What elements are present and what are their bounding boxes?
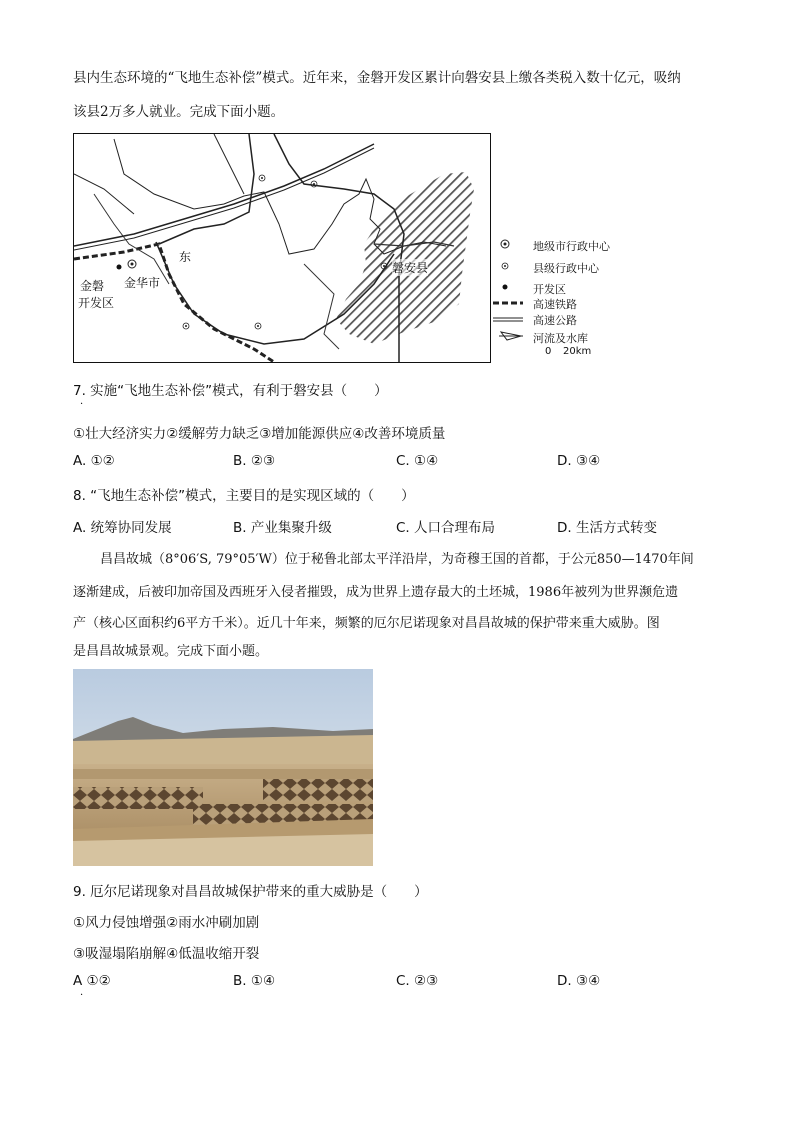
q7-option-d[interactable]: D. ③④	[557, 453, 601, 469]
chanchan-photo	[73, 669, 373, 866]
q9-option-b[interactable]: B. ①④	[233, 973, 276, 989]
passage2-line-2: 逐渐建成，后被印加帝国及西班牙入侵者摧毁，成为世界上遗存最大的土坯城，1986年被列为世界濒危遗	[73, 585, 679, 600]
q8-stem: 8. “飞地生态补偿”模式，主要目的是实现区域的（ ）	[73, 488, 415, 504]
legend-river: 河流及水库	[533, 332, 588, 345]
map-figure	[73, 133, 491, 363]
label-jinpan-1: 金磐	[80, 279, 105, 293]
q8-option-a[interactable]: A. 统筹协同发展	[73, 520, 172, 536]
passage2-line-3: 产（核心区面积约6平方千米）。近几十年来，频繁的厄尔尼诺现象对昌昌故城的保护带来重大威胁。图	[73, 616, 660, 631]
q8-option-d[interactable]: D. 生活方式转变	[557, 520, 657, 536]
panan-hatched-area	[336, 172, 474, 344]
map-svg	[74, 134, 490, 362]
legend-symbols	[493, 236, 533, 366]
q9-option-c[interactable]: C. ②③	[396, 973, 439, 989]
legend-highway: 高速公路	[533, 314, 577, 327]
q9-option-d[interactable]: D. ③④	[557, 973, 601, 989]
q9-items-1: ①风力侵蚀增强②雨水冲刷加剧	[73, 915, 260, 931]
devzone-marker	[117, 265, 122, 270]
railway-2	[159, 134, 254, 244]
q7-stem: 7. 实施“飞地生态补偿”模式，有利于磐安县（ ）	[73, 383, 388, 399]
map-legend	[493, 236, 653, 366]
q7-items: ①壮大经济实力②缓解劳力缺乏③增加能源供应④改善环境质量	[73, 426, 446, 442]
q7-option-b[interactable]: B. ②③	[233, 453, 276, 469]
passage2-line-4: 是昌昌故城景观。完成下面小题。	[73, 644, 269, 659]
q9-items-2: ③吸湿塌陷崩解④低温收缩开裂	[73, 946, 260, 962]
intro-line-1: 县内生态环境的“飞地生态补偿”模式。近年来，金磐开发区累计向磐安县上缴各类税入数十亿元，吸纳	[73, 70, 681, 86]
legend-railway: 高速铁路	[533, 298, 577, 311]
q8-option-b[interactable]: B. 产业集聚升级	[233, 520, 332, 536]
legend-devzone: 开发区	[533, 283, 566, 296]
label-panan: 磐安县	[392, 261, 429, 275]
q7-option-c[interactable]: C. ①④	[396, 453, 439, 469]
q8-option-c[interactable]: C. 人口合理布局	[396, 520, 496, 536]
passage2-line-1: 昌昌故城（8°06′S, 79°05′W）位于秘鲁北部太平洋沿岸，为奇穆王国的首都，于公元850—1470年间	[100, 552, 694, 567]
highway-1b	[74, 148, 374, 250]
q9-option-a[interactable]: A ①②	[73, 973, 111, 989]
legend-prefecture: 地级市行政中心	[533, 240, 610, 253]
legend-county: 县级行政中心	[533, 262, 599, 275]
label-dong: 东	[179, 250, 192, 264]
q9-stem: 9. 厄尔尼诺现象对昌昌故城保护带来的重大威胁是（ ）	[73, 884, 428, 900]
road-2	[74, 174, 134, 214]
scale-20km: 20km	[563, 346, 592, 357]
road-1	[214, 134, 244, 194]
label-jinpan-2: 开发区	[78, 296, 115, 310]
label-jinhua: 金华市	[124, 276, 161, 290]
q7-option-a[interactable]: A. ①②	[73, 453, 115, 469]
scale-zero: 0	[545, 346, 552, 357]
intro-line-2: 该县2万多人就业。完成下面小题。	[73, 104, 285, 120]
photo-svg	[73, 669, 373, 866]
